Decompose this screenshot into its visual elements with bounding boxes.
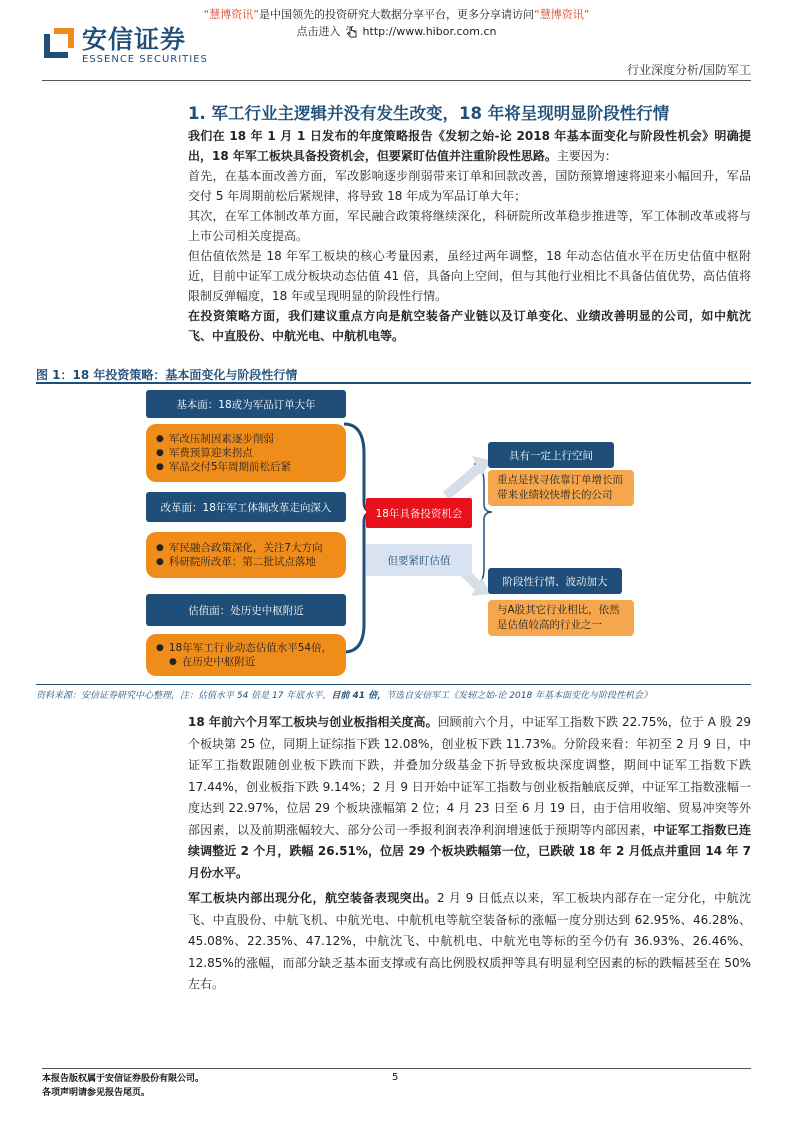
phase-desc-line: 是估值较高的行业之一 — [497, 619, 602, 631]
fundamental-item: ● 军费预算迎来拐点 — [156, 446, 253, 460]
body-1-tail: 中证军工指数已连续调整近 2 个月，跌幅 26.51%，位居 29 个板块跌幅第一位，已跌破 18 年 2 月低点并重回 14 年 7 月份水平。 — [188, 822, 751, 880]
banner-brand-2: “慧博资讯” — [534, 8, 590, 21]
valuation-item: ● 18年军工行业动态估值水平54倍， — [156, 641, 332, 655]
footer-divider — [42, 1068, 751, 1069]
pointer-hand-icon — [345, 25, 359, 39]
logo-chinese-name: 安信证券 — [82, 25, 187, 54]
phase-desc-line: 与A股其它行业相比，依然 — [497, 604, 620, 616]
report-category: 行业深度分析/国防军工 — [626, 63, 751, 77]
banner-url-link[interactable]: http://www.hibor.com.cn — [362, 25, 497, 38]
intro-paragraph-4: 在投资策略方面，我们建议重点方向是航空装备产业链以及订单变化、业绩改善明显的公司，如中航沈飞、中直股份、中航光电、中航机电等。 — [188, 309, 751, 343]
footer-disclaimer — [42, 1072, 204, 1100]
left-bracket — [344, 424, 374, 652]
banner-brand: “慧博资讯” — [203, 8, 259, 21]
valuation-items — [146, 634, 346, 676]
header-divider — [42, 80, 751, 81]
intro-paragraph-2: 其次，在军工体制改革方面，军民融合政策将继续深化，科研院所改革稳步推进等，军工体制改革或将与上市公司相关度提高。 — [188, 209, 751, 243]
phase-desc — [488, 600, 634, 636]
upside-desc — [488, 470, 634, 506]
strategy-diagram — [36, 384, 751, 684]
reform-item: ● 军民融合政策深化，关注7大方向 — [156, 541, 323, 555]
arrow-up — [446, 466, 481, 496]
upside-desc-line: 重点是找寻依靠订单增长而 — [497, 474, 623, 486]
page-number: 5 — [392, 1072, 399, 1083]
intro-paragraph-3: 但估值依然是 18 年军工板块的核心考量因素，虽经过两年调整，18 年动态估值水平在历史估值中枢附近，目前中证军工成分板块动态估值 41 倍，具备向上空间，但与其他行业相比不具备估值优势，高估值将限制反弹幅度，18 年或呈现明显的阶段性行情。 — [188, 249, 751, 303]
intro-paragraph-lead — [188, 126, 751, 166]
section-title: 1. 军工行业主逻辑并没有发生改变，18 年将呈现明显阶段性行情 — [188, 104, 670, 123]
company-logo — [42, 26, 208, 66]
upside-desc-line: 带来业绩较快增长的公司 — [497, 489, 613, 501]
fundamental-header: 基本面：18或为军品订单大年 — [146, 390, 346, 418]
logo-english-name: ESSENCE SECURITIES — [82, 54, 208, 65]
reform-items — [146, 532, 346, 578]
fundamental-items — [146, 424, 346, 482]
figure-title: 图 1：18 年投资策略：基本面变化与阶段性行情 — [36, 368, 298, 382]
upside-header: 具有一定上行空间 — [488, 442, 614, 468]
diagram-connectors — [36, 384, 751, 684]
intro-lead-bold: 我们在 18 年 1 月 1 日发布的年度策略报告《发轫之始-论 2018 年基本面变化与阶段性机会》明确提出，18 年军工板块具备投资机会，但要紧盯估值并注重阶段性思路。 — [188, 129, 751, 163]
footer-copyright: 本报告版权属于安信证券股份有限公司。 — [42, 1074, 205, 1084]
body-paragraph-2 — [188, 888, 751, 996]
reform-item: ● 科研院所改革：第二批试点落地 — [156, 555, 316, 569]
figure-bottom-rule — [36, 684, 751, 685]
banner-click-text: 点击进入 — [296, 25, 341, 38]
intro-lead-rest: 主要因为： — [556, 149, 617, 163]
body-2-text: 2 月 9 日低点以来，军工板块内部存在一定分化，中航沈飞、中直股份、中航飞机、中航光电、中航机电等航空装备标的涨幅一度分别达到 62.95%、46.28%、45.08%、22.35%、47.12%，中航沈飞、中航机电、中航光电等标的至今仍有 36.93%、26.46%、12.85%的涨幅，而部分缺乏基本面支撑或有高比例股权质押等具有明显利空因素的标的跌幅甚至在 50%左右。 — [188, 891, 751, 991]
reform-header: 改革面：18年军工体制改革走向深入 — [146, 492, 346, 522]
banner-text: 是中国领先的投资研究大数据分享平台，更多分享请访问 — [259, 8, 534, 21]
source-text-2: 节选自安信军工《发轫之始-论 2018 年基本面变化与阶段性机会》 — [386, 691, 653, 701]
body-paragraph-1 — [188, 712, 751, 884]
body-1-lead: 18 年前六个月军工板块与创业板指相关度高。 — [188, 715, 438, 729]
footer-notice: 各项声明请参见报告尾页。 — [42, 1088, 151, 1098]
body-2-lead: 军工板块内部出现分化，航空装备表现突出。 — [188, 891, 438, 905]
phase-header: 阶段性行情、波动加大 — [488, 568, 622, 594]
valuation-watch-box: 但要紧盯估值 — [366, 544, 472, 576]
logo-mark-icon — [42, 26, 76, 60]
source-bold: 目前 41 倍， — [331, 691, 387, 701]
intro-paragraph-1: 首先，在基本面改善方面，军改影响逐步削弱带来订单和回款改善，国防预算增速将迎来小幅回升，军品交付 5 年周期前松后紧规律，将导致 18 年成为军品订单大年； — [188, 169, 751, 203]
valuation-header: 估值面：处历史中枢附近 — [146, 594, 346, 626]
source-text: 资料来源：安信证券研究中心整理，注：估值水平 54 倍是 17 年底水平， — [36, 691, 332, 701]
investment-opportunity-box: 18年具备投资机会 — [366, 498, 472, 528]
figure-source — [36, 688, 652, 701]
valuation-item-cont: ● 在历史中枢附近 — [156, 655, 255, 669]
body-1-text: 回顾前六个月，中证军工指数下跌 22.75%，位于 A 股 29 个板块第 25 位，同期上证综指下跌 12.08%，创业板下跌 11.73%。分阶段来看：年初至 2 月 9 日，中证军工指数跟随创业板下跌而下跌，并叠加分级基金下折导致板块深度调整，期间中证军工指数下跌 17.44%，创业板指下跌 9.14%；2 月 9 日开始中证军工指数与创业板指触底反弹，中证军工指数涨幅一度达到 22.97%，位居 29 个板块涨幅第 2 位；4 月 23 日至 6 月 19 日，由于信用收缩、贸易冲突等外部因素，以及前期涨幅较大、部分公司一季报利润表净利润增速低于预期等内部因素， — [188, 715, 751, 837]
fundamental-item: ● 军改压制因素逐步削弱 — [156, 432, 274, 446]
fundamental-item: ● 军品交付5年周期前松后紧 — [156, 460, 291, 474]
